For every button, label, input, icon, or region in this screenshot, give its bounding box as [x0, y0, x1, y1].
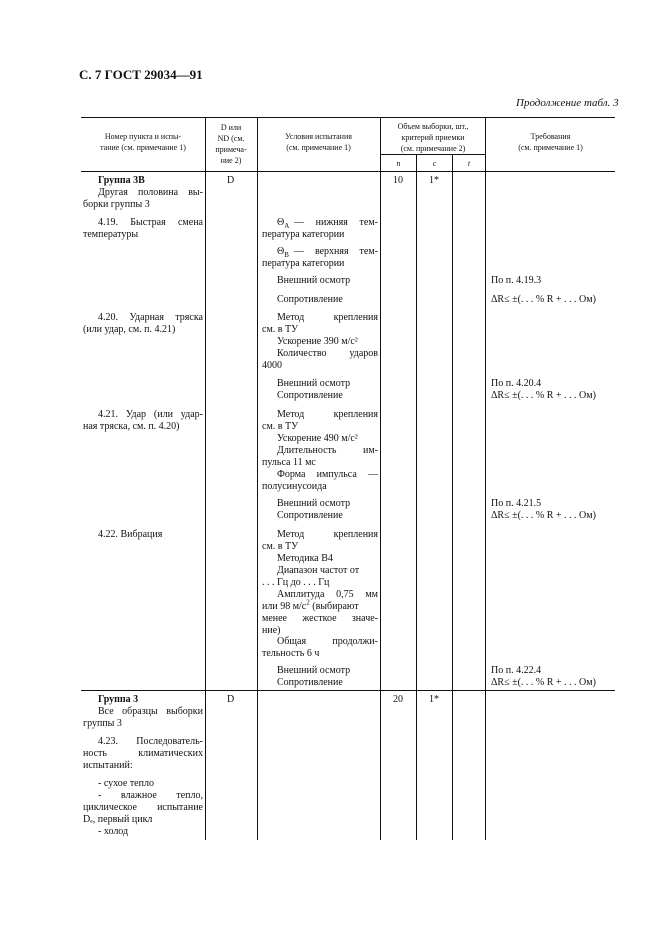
p422-title: 4.22. Вибрация [98, 529, 163, 540]
col-divider-c [452, 154, 453, 840]
p422-cond3b: . . . Гц до . . . Гц [262, 577, 330, 588]
p421-cond3a: Длительность им- [277, 445, 378, 456]
p419-title-l2: температуры [83, 229, 139, 240]
p420-cond3a: Количество ударов [277, 348, 378, 359]
col-divider-1 [205, 117, 206, 840]
p421-cond4a: Форма импульса — [277, 469, 378, 480]
p421-title-l2: ная тряска, см. п. 4.20) [83, 421, 180, 432]
group3-sub2: группы 3 [83, 718, 122, 729]
p420-cond5: Сопротивление [277, 390, 343, 401]
p419-cond1a: — нижняя тем- [294, 217, 378, 228]
group3b-c: 1* [429, 175, 439, 186]
climatic-item-2b: циклическое испытание [83, 802, 203, 813]
page-header: С. 7 ГОСТ 29034—91 [79, 67, 203, 82]
theta-b-symbol: $\Theta_B$ [277, 246, 289, 259]
climatic-item-2c: Dₑ, первый цикл [83, 814, 153, 825]
p422-cond1b: см. в ТУ [262, 541, 299, 552]
p422-cond4b: или 98 $м/с^2$ (выбирают [262, 598, 359, 612]
p422-req1: По п. 4.22.4 [491, 665, 542, 676]
col-divider-2 [257, 117, 258, 840]
p420-cond3b: 4000 [262, 360, 282, 371]
p421-cond3b: пульса 11 мс [262, 457, 316, 468]
p419-cond2a: — верхняя тем- [294, 246, 378, 257]
group3-n: 20 [393, 694, 403, 705]
col-divider-4 [485, 117, 486, 840]
group3-d: D [227, 694, 235, 705]
p419-cond2b: пература категории [262, 258, 345, 269]
p420-cond1a: Метод крепления [277, 312, 378, 323]
continuation-label: Продолжение табл. 3 [516, 97, 619, 109]
group3b-title: Группа 3В [98, 175, 145, 186]
group3b-sub1: Другая половина вы- [98, 187, 203, 198]
p422-cond3a: Диапазон частот от [277, 565, 360, 576]
p421-cond2: Ускорение 490 м/с² [277, 433, 358, 444]
p421-cond4b: полусинусоида [262, 481, 327, 492]
climatic-item-2a: - влажное тепло, [98, 790, 203, 801]
p421-cond1b: см. в ТУ [262, 421, 299, 432]
p421-cond1a: Метод крепления [277, 409, 378, 420]
col-header-sample: Объем выборки, шт., критерий приемки (см. примечание 2) [397, 122, 469, 153]
group3-top-rule [81, 690, 615, 691]
p422-req2: ΔR≤ ±(. . . % R + . . . Ом) [491, 677, 596, 688]
p419-cond3: Внешний осмотр [277, 275, 351, 286]
p421-req2: ΔR≤ ±(. . . % R + . . . Ом) [491, 510, 596, 521]
p421-cond5: Внешний осмотр [277, 498, 351, 509]
p422-cond5a: Общая продолжи- [277, 636, 378, 647]
p420-req1: По п. 4.20.4 [491, 378, 542, 389]
col-header-c: c [432, 159, 437, 168]
p422-cond4d: ние) [262, 625, 281, 636]
p422-cond7: Сопротивление [277, 677, 343, 688]
group3b-sub2: борки группы 3 [83, 199, 150, 210]
p421-title-l1: 4.21. Удар (или удар- [98, 409, 203, 420]
climatic-item-1: - сухое тепло [98, 778, 154, 789]
table-top-rule [81, 117, 615, 118]
p423-l1: 4.23. Последователь- [98, 736, 203, 747]
p420-cond2: Ускорение 390 м/с² [277, 336, 358, 347]
group3-c: 1* [429, 694, 439, 705]
col-header-d: D или ND (см. примеча- ние 2) [215, 123, 247, 165]
p421-req1: По п. 4.21.5 [491, 498, 542, 509]
p423-l3: испытаний: [83, 760, 133, 771]
p423-l2: ность климатических [83, 748, 203, 759]
p422-cond4a: Амплитуда 0,75 мм [277, 589, 378, 600]
p419-cond1b: пература категории [262, 229, 345, 240]
col-header-t: t [467, 159, 471, 168]
p420-title-l2: (или удар, см. п. 4.21) [83, 324, 176, 335]
p419-req2: ΔR≤ ±(. . . % R + . . . Ом) [491, 294, 596, 305]
group3b-d: D [227, 175, 235, 186]
p420-cond1b: см. в ТУ [262, 324, 299, 335]
group3-sub1: Все образцы выборки [98, 706, 203, 717]
p420-cond4: Внешний осмотр [277, 378, 351, 389]
p422-cond2: Методика В4 [277, 553, 333, 564]
col-header-conditions: Условия испытания (см. примечание 1) [285, 132, 352, 152]
group3b-n: 10 [393, 175, 403, 186]
p422-cond6: Внешний осмотр [277, 665, 351, 676]
p419-req1: По п. 4.19.3 [491, 275, 542, 286]
group3-title: Группа 3 [98, 694, 139, 705]
header-bottom-rule [81, 171, 615, 172]
p419-cond4: Сопротивление [277, 294, 343, 305]
p421-cond6: Сопротивление [277, 510, 343, 521]
p422-cond5b: тельность 6 ч [262, 648, 320, 659]
col-header-requirements: Требования (см. примечание 1) [518, 132, 583, 152]
climatic-item-3: - холод [98, 826, 129, 837]
p420-req2: ΔR≤ ±(. . . % R + . . . Ом) [491, 390, 596, 401]
col-header-item: Номер пункта и испы- тание (см. примечание 1) [100, 132, 186, 152]
p419-title-l1: 4.19. Быстрая смена [98, 217, 203, 228]
p420-title-l1: 4.20. Ударная тряска [98, 312, 203, 323]
header-subdivider [380, 154, 485, 155]
col-header-n: n [396, 159, 401, 168]
p422-cond1a: Метод крепления [277, 529, 378, 540]
theta-a-symbol: $\Theta_A$ [277, 217, 290, 230]
p422-cond4c: менее жесткое значе- [262, 613, 378, 624]
col-divider-n [416, 154, 417, 840]
col-divider-3 [380, 117, 381, 840]
